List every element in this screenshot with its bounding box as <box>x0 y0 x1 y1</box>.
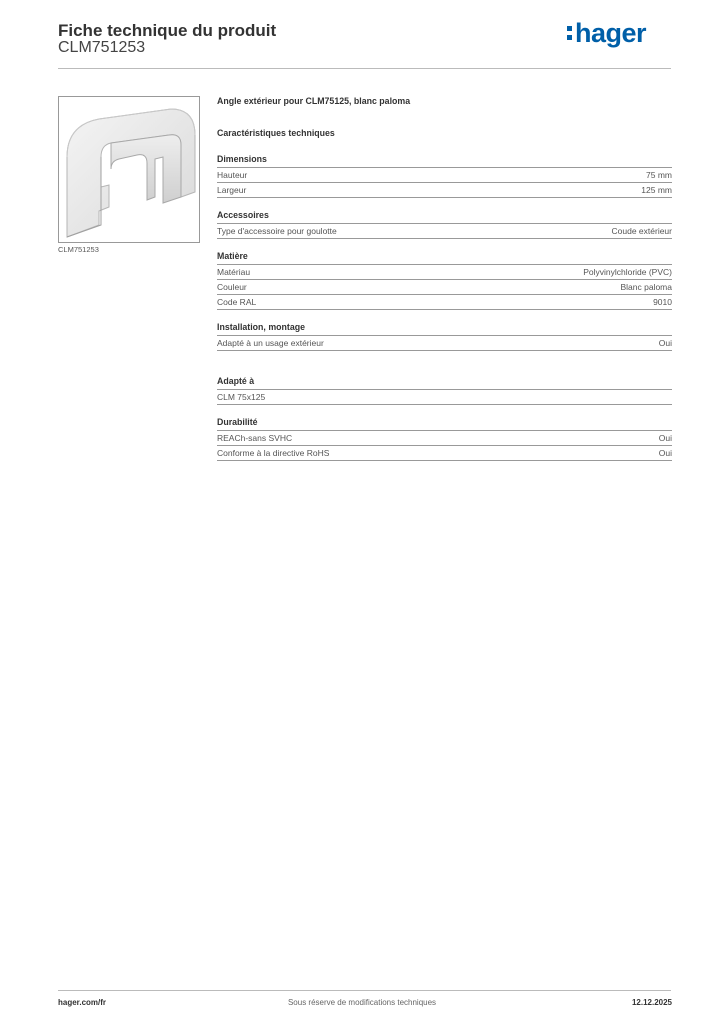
spec-value: 75 mm <box>646 170 672 180</box>
spec-value: Coude extérieur <box>611 226 672 236</box>
spec-value: 9010 <box>653 297 672 307</box>
group-title-adapte: Adapté à <box>217 376 672 390</box>
spec-value: Polyvinylchloride (PVC) <box>583 267 672 277</box>
footer-notice: Sous réserve de modifications techniques <box>287 998 437 1007</box>
spec-key: Type d'accessoire pour goulotte <box>217 226 337 236</box>
footer-website-link[interactable]: hager.com/fr <box>58 998 107 1007</box>
footer-divider <box>58 990 671 991</box>
corner-cover-illustration <box>59 97 199 242</box>
spec-content <box>217 96 672 461</box>
group-title-dimensions: Dimensions <box>217 154 672 168</box>
hager-logo <box>567 18 646 49</box>
logo-dots-icon <box>567 22 573 42</box>
spec-row <box>217 168 672 183</box>
spec-key: Adapté à un usage extérieur <box>217 338 324 348</box>
footer-date: 12.12.2025 <box>631 998 672 1007</box>
spec-key: Matériau <box>217 267 251 277</box>
spec-row <box>217 183 672 198</box>
group-title-installation: Installation, montage <box>217 322 672 336</box>
spec-value: 125 mm <box>641 185 672 195</box>
spec-row <box>217 295 672 310</box>
group-title-matiere: Matière <box>217 251 672 265</box>
page-title: Fiche technique du produit <box>58 21 277 40</box>
header-divider <box>58 68 671 69</box>
spec-row <box>217 224 672 239</box>
spec-value: Oui <box>658 433 672 443</box>
section-title: Caractéristiques techniques <box>217 128 335 138</box>
spec-value: Blanc paloma <box>620 282 672 292</box>
image-caption: CLM751253 <box>58 245 99 254</box>
spec-row <box>217 265 672 280</box>
logo-text: hager <box>575 18 647 48</box>
spec-key: REACh-sans SVHC <box>217 433 293 443</box>
spec-value: Oui <box>658 448 672 458</box>
spec-key: Hauteur <box>217 170 248 180</box>
spec-row <box>217 431 672 446</box>
product-title: Angle extérieur pour CLM75125, blanc paloma <box>217 96 411 106</box>
spec-value: Oui <box>658 338 672 348</box>
product-image <box>58 96 200 243</box>
product-reference: CLM751253 <box>58 39 146 56</box>
spec-row <box>217 280 672 295</box>
spec-key: Conforme à la directive RoHS <box>217 448 330 458</box>
spec-row <box>217 336 672 351</box>
spec-row <box>217 446 672 461</box>
spec-key: Code RAL <box>217 297 257 307</box>
group-title-durabilite: Durabilité <box>217 417 672 431</box>
spec-row <box>217 390 672 405</box>
spec-key: Couleur <box>217 282 247 292</box>
spec-key: CLM 75x125 <box>217 392 266 402</box>
group-title-accessoires: Accessoires <box>217 210 672 224</box>
spec-key: Largeur <box>217 185 247 195</box>
